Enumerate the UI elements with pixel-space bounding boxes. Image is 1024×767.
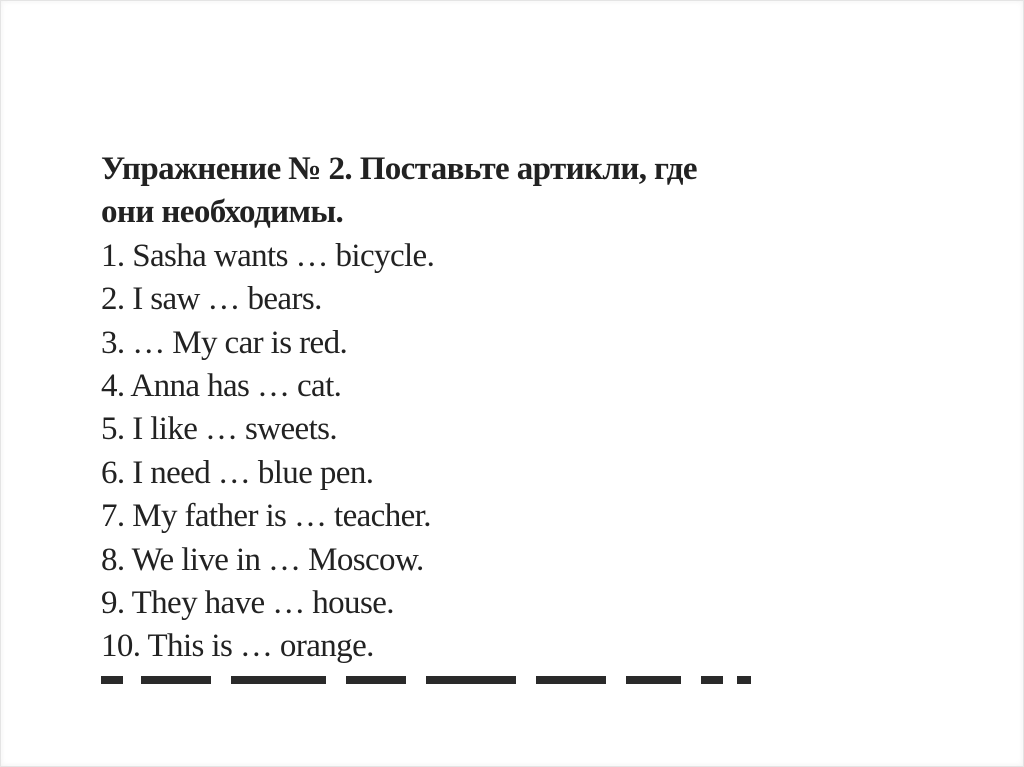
exercise-item-8: 8. We live in … Moscow. xyxy=(101,541,424,578)
exercise-item-5: 5. I like … sweets. xyxy=(101,411,338,448)
exercise-item-6: 6. I need … blue pen. xyxy=(101,454,374,491)
exercise-title-line-1: Упражнение № 2. Поставьте артикли, где xyxy=(101,151,697,187)
exercise-item-4: 4. Anna has … cat. xyxy=(101,368,342,405)
exercise-title-line-2: они необходимы. xyxy=(101,194,344,231)
exercise-item-3: 3. … My car is red. xyxy=(101,324,348,361)
exercise-item-9: 9. They have … house. xyxy=(101,585,394,622)
cropped-text-line xyxy=(101,676,761,684)
exercise-item-10: 10. This is … orange. xyxy=(101,628,374,665)
exercise-item-1: 1. Sasha wants … bicycle. xyxy=(101,237,435,274)
exercise-item-7: 7. My father is … teacher. xyxy=(101,498,431,535)
exercise-item-2: 2. I saw … bears. xyxy=(101,281,322,318)
exercise-block xyxy=(101,148,801,683)
